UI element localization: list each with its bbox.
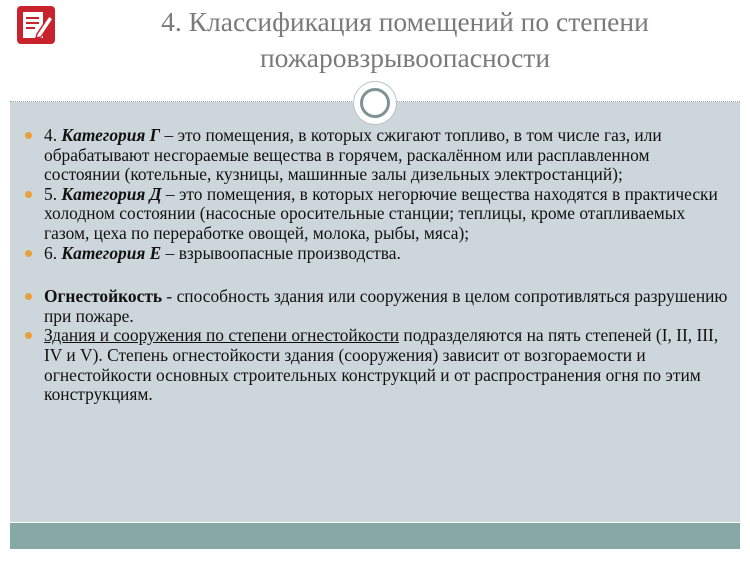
item-text: – это помещения, в которых негорючие вещества находятся в практически холодном состоянии (насосные оросительные станции; теплицы, кроме отапливаемых газом, цеха по переработке овощей, молока, рыбы, мяса); [44,183,718,243]
divider-ring [360,88,390,118]
item-prefix: 6. [44,242,62,263]
item-prefix: 5. [44,183,62,204]
bullet-dot-icon [25,332,32,339]
list-item [24,185,730,244]
title-line-2: пожаровзрывоопасности [259,42,551,73]
list-item [24,287,730,326]
underlined-term: Здания и сооружения по степени огнестойкости [44,325,400,346]
list-item [24,326,730,404]
category-term: Категория Д [61,183,162,204]
footer-bar [10,523,740,549]
item-text: – взрывоопасные производства. [161,242,401,263]
definition-term: Огнестойкость [44,286,163,307]
bullet-dot-icon [25,293,32,300]
title-line-1: 4. Классификация помещений по степени [161,6,649,37]
circle-divider-icon [353,81,397,125]
list-item [24,244,730,264]
bullet-dot-icon [25,132,32,139]
list-item [24,126,730,185]
slide-title [70,4,740,76]
item-text: подразделяются на пять степеней (I, II, III, IV и V). Степень огнестойкости здания (сооружения) зависит от возгораемости и огнестойкости основных строительных конструкций и от распространения огня по этим конструкциям. [44,325,719,405]
item-text: – это помещения, в которых сжигают топливо, в том числе газ, или обрабатывают несгораемые вещества в горячем, раскалённом или расплавленном состоянии (котельные, кузницы, машинные залы дизельных электростанций); [44,125,662,185]
bullet-dot-icon [25,250,32,257]
category-term: Категория Е [61,242,162,263]
item-text: - способность здания или сооружения в целом сопротивляться разрушению при пожаре. [44,286,728,326]
edit-document-icon [15,4,57,46]
category-term: Категория Г [61,125,161,145]
spacer [24,263,730,287]
item-prefix: 4. [44,125,62,145]
bullet-dot-icon [25,191,32,198]
bullet-list [24,126,730,405]
